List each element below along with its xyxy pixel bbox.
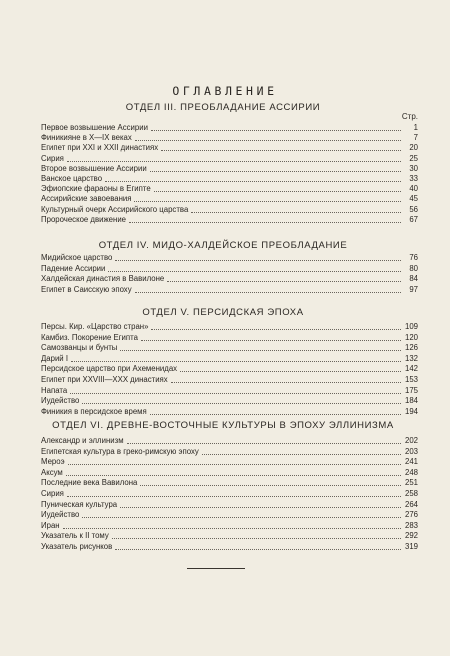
toc-entry — [41, 264, 418, 274]
entry-title: Второе возвышение Ассирии — [41, 163, 147, 173]
entry-title: Халдейская династия в Вавилоне — [41, 274, 165, 284]
dot-leader — [151, 130, 401, 131]
dot-leader — [140, 485, 401, 486]
page-title: ОГЛАВЛЕНИЕ — [172, 84, 278, 98]
entry-page-number: 120 — [404, 332, 418, 342]
toc-entry — [41, 396, 418, 406]
entry-page-number: 251 — [404, 478, 418, 488]
entry-page-number: 202 — [404, 436, 418, 445]
toc-entry — [41, 542, 418, 552]
entry-title: Камбиз. Покорение Египта — [41, 332, 138, 342]
entry-title: Мероэ — [41, 457, 65, 467]
dot-leader — [180, 371, 401, 372]
entry-page-number: 80 — [409, 263, 418, 273]
dot-leader — [202, 454, 401, 455]
entry-page-number: 7 — [413, 133, 418, 143]
toc-entry — [41, 123, 418, 133]
entry-title: Египетская культура в греко-римскую эпоху — [41, 446, 199, 456]
dot-leader — [127, 443, 401, 444]
entry-page-number: 76 — [409, 253, 418, 262]
toc-entry — [41, 133, 418, 143]
toc-entry — [41, 510, 418, 520]
toc-entry — [41, 253, 418, 263]
entry-title: Египет при XXI и XXII династиях — [41, 143, 159, 153]
toc-entry — [41, 531, 418, 541]
entry-title: Иран — [41, 520, 60, 530]
dot-leader — [108, 271, 401, 272]
entry-page-number: 264 — [404, 499, 418, 509]
entry-title: Падение Ассирии — [41, 263, 106, 273]
entry-page-number: 1 — [413, 123, 418, 132]
section-5-heading — [0, 307, 450, 318]
entry-title: Указатель рисунков — [41, 542, 113, 551]
entry-title: Эфиопские фараоны в Египте — [41, 184, 151, 194]
dot-leader — [70, 393, 401, 394]
toc-entry — [41, 468, 418, 478]
toc-entry — [41, 164, 418, 174]
dot-leader — [120, 507, 401, 508]
dot-leader — [71, 361, 401, 362]
toc-entry — [41, 205, 418, 215]
dot-leader — [67, 161, 401, 162]
toc-entry — [41, 143, 418, 153]
dot-leader — [120, 350, 401, 351]
toc-entry — [41, 521, 418, 531]
entry-page-number: 142 — [404, 364, 418, 374]
toc-entry — [41, 194, 418, 204]
dot-leader — [161, 150, 401, 151]
entry-page-number: 20 — [409, 143, 418, 153]
entry-title: Пророческое движение — [41, 214, 127, 224]
entry-page-number: 283 — [404, 520, 418, 530]
entry-title: Последние века Вавилона — [41, 478, 138, 488]
entry-title: Сирия — [41, 153, 64, 163]
dot-leader — [112, 538, 401, 539]
entry-title: Финикияне в X—IX веках — [41, 133, 132, 143]
entry-page-number: 25 — [409, 153, 418, 163]
entry-title: Культурный очерк Ассирийского царства — [41, 204, 189, 214]
toc-entry — [41, 184, 418, 194]
toc-entry — [41, 285, 418, 295]
entry-title: Иудейство — [41, 510, 80, 520]
entry-title: Аксум — [41, 467, 63, 477]
entry-title: Самозванцы и бунты — [41, 343, 118, 353]
dot-leader — [105, 181, 401, 182]
entry-page-number: 194 — [404, 406, 418, 416]
entry-page-number: 97 — [409, 284, 418, 294]
entry-title: Указатель к II тому — [41, 531, 109, 541]
toc-entry — [41, 447, 418, 457]
toc-entry — [41, 457, 418, 467]
entry-page-number: 258 — [404, 489, 418, 498]
dot-leader — [82, 517, 401, 518]
entry-page-number: 203 — [404, 446, 418, 456]
toc-entry — [41, 407, 418, 417]
section-4-heading — [0, 240, 450, 251]
dot-leader — [68, 464, 401, 465]
entry-title: Иудейство — [41, 396, 80, 406]
entry-title: Египет в Саисскую эпоху — [41, 284, 132, 294]
entry-title: Сирия — [41, 489, 64, 498]
entry-page-number: 30 — [409, 163, 418, 173]
section-heading: ОТДЕЛ III. ПРЕОБЛАДАНИЕ АССИРИИ — [125, 102, 321, 113]
section-heading: ОТДЕЛ IV. МИДО-ХАЛДЕЙСКОЕ ПРЕОБЛАДАНИЕ — [98, 240, 348, 251]
entry-page-number: 153 — [404, 375, 418, 384]
dot-leader — [135, 292, 401, 293]
entry-page-number: 40 — [409, 184, 418, 194]
dot-leader — [129, 222, 401, 223]
page-column-label: Стр. — [401, 112, 418, 121]
dot-leader — [167, 281, 401, 282]
entry-title: Пуническая культура — [41, 499, 118, 509]
entry-title: Мидийское царство — [41, 253, 113, 262]
entry-page-number: 248 — [404, 467, 418, 477]
toc-entry — [41, 215, 418, 225]
dot-leader — [171, 382, 401, 383]
entry-title: Первое возвышение Ассирии — [41, 123, 148, 132]
entry-page-number: 109 — [404, 322, 418, 331]
entry-page-number: 319 — [404, 542, 418, 551]
entry-title: Египет при XXVIII—XXX династиях — [41, 375, 168, 384]
entry-page-number: 67 — [409, 214, 418, 224]
toc-entry — [41, 489, 418, 499]
toc-entry — [41, 364, 418, 374]
toc-entry — [41, 333, 418, 343]
dot-leader — [67, 496, 401, 497]
entry-page-number: 126 — [404, 343, 418, 353]
dot-leader — [134, 201, 401, 202]
dot-leader — [82, 403, 401, 404]
entry-page-number: 132 — [404, 353, 418, 363]
toc-entry — [41, 274, 418, 284]
entry-title: Персы. Кир. «Царство стран» — [41, 322, 149, 331]
dot-leader — [150, 171, 401, 172]
entry-page-number: 84 — [409, 274, 418, 284]
dot-leader — [63, 528, 401, 529]
entry-page-number: 184 — [404, 396, 418, 406]
toc-entry — [41, 375, 418, 385]
toc-entry — [41, 478, 418, 488]
section-heading: ОТДЕЛ VI. ДРЕВНЕ-ВОСТОЧНЫЕ КУЛЬТУРЫ В ЭПОХУ ЭЛЛИНИЗМА — [52, 420, 394, 431]
entry-page-number: 292 — [404, 531, 418, 541]
dot-leader — [191, 212, 401, 213]
toc-entry — [41, 436, 418, 446]
toc-entry — [41, 500, 418, 510]
entry-title: Ванское царство — [41, 174, 103, 183]
dot-leader — [154, 191, 401, 192]
entry-title: Ассирийские завоевания — [41, 194, 132, 204]
entry-page-number: 175 — [404, 385, 418, 395]
dot-leader — [141, 340, 401, 341]
toc-entry — [41, 386, 418, 396]
section-6-heading — [0, 420, 450, 431]
toc-entry — [41, 174, 418, 184]
dot-leader — [66, 475, 401, 476]
end-rule — [187, 568, 245, 569]
dot-leader — [115, 549, 401, 550]
dot-leader — [135, 140, 401, 141]
toc-entry — [41, 343, 418, 353]
toc-entry — [41, 154, 418, 164]
entry-page-number: 45 — [409, 194, 418, 204]
entry-page-number: 241 — [404, 457, 418, 467]
section-3-heading — [0, 102, 450, 113]
entry-page-number: 276 — [404, 510, 418, 520]
entry-page-number: 33 — [409, 174, 418, 183]
toc-entry — [41, 322, 418, 332]
entry-title: Напата — [41, 385, 68, 395]
entry-title: Александр и эллинизм — [41, 436, 124, 445]
dot-leader — [150, 414, 401, 415]
entry-page-number: 56 — [409, 204, 418, 214]
entry-title: Персидское царство при Ахеменидах — [41, 364, 178, 374]
entry-title: Дарий I — [41, 353, 68, 363]
toc-entry — [41, 354, 418, 364]
section-heading: ОТДЕЛ V. ПЕРСИДСКАЯ ЭПОХА — [142, 307, 304, 318]
dot-leader — [115, 260, 401, 261]
entry-title: Финикия в персидское время — [41, 406, 147, 416]
dot-leader — [151, 329, 401, 330]
